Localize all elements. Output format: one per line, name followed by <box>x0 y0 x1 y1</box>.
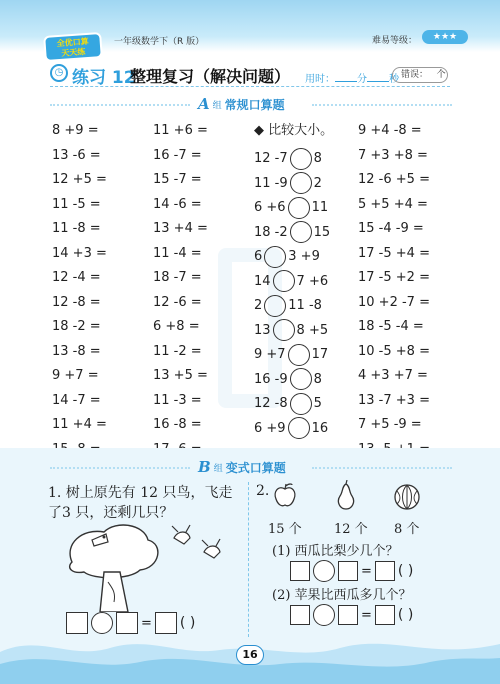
tree-birds-illustration <box>64 522 244 612</box>
grade-label: 一年级数学下（R 版） <box>114 37 205 47</box>
section-a-rule-right <box>312 104 452 106</box>
compare-item: 9 +7 17 <box>254 343 354 368</box>
errors-label: 错误： <box>401 70 429 80</box>
compare-item: 18 -2 15 <box>254 220 354 245</box>
watermelon-icon <box>393 482 421 510</box>
problem: 14 +3 = <box>52 245 107 261</box>
word-problem-1 <box>48 483 244 523</box>
answer-box[interactable] <box>338 605 358 625</box>
answer-circle[interactable] <box>290 368 312 390</box>
error-count-field[interactable] <box>392 67 448 83</box>
unit-blank[interactable]: ( ) <box>397 607 414 623</box>
answer-circle[interactable] <box>273 270 295 292</box>
problem: 18 -7 = <box>153 270 202 285</box>
problem: 16 -8 = <box>153 417 202 432</box>
problem-divider <box>248 482 249 637</box>
problem: 6 +8 = <box>153 319 200 334</box>
page-number: 16 <box>236 645 264 665</box>
problem: 11 +6 = <box>153 123 208 138</box>
column-4 <box>358 122 468 490</box>
answer-box[interactable] <box>375 561 395 581</box>
problem: 5 +5 +4 = <box>358 196 428 212</box>
problem: 12 -4 = <box>52 270 101 285</box>
clock-icon: ◷ <box>50 64 68 82</box>
problem: 13 +4 = <box>153 221 208 236</box>
answer-circle[interactable] <box>273 319 295 341</box>
compare-instruction: ◆ 比较大小。 <box>254 123 334 138</box>
answer-circle[interactable] <box>288 344 310 366</box>
answer-circle[interactable] <box>290 172 312 194</box>
operator-circle[interactable] <box>313 604 335 626</box>
problem: 11 -3 = <box>153 392 202 408</box>
compare-item: 6 +9 16 <box>254 416 354 441</box>
problem: 13 -8 = <box>52 343 101 359</box>
subquestion-1: (1) 西瓜比梨少几个？ <box>272 544 399 559</box>
problem: 17 -5 +4 = <box>358 245 430 261</box>
compare-item: 12 -7 8 <box>254 147 354 172</box>
compare-item: 2 11 -8 <box>254 294 354 319</box>
section-b-title: 变式口算题 <box>225 460 286 475</box>
time-field <box>305 70 399 85</box>
problem: 14 -6 = <box>153 196 202 212</box>
compare-item: 6 +6 11 <box>254 196 354 221</box>
problem: 11 -5 = <box>52 196 101 212</box>
problem: 11 +4 = <box>52 417 107 432</box>
seconds-blank[interactable] <box>367 81 389 82</box>
problem-2-number: 2. <box>256 483 270 499</box>
answer-box[interactable] <box>375 605 395 625</box>
problem: 16 -7 = <box>153 147 202 163</box>
problem: 15 -7 = <box>153 172 202 187</box>
answer-circle[interactable] <box>264 246 286 268</box>
problem: 17 -5 +2 = <box>358 270 430 285</box>
problem: 14 -7 = <box>52 392 101 408</box>
problem: 12 +5 = <box>52 172 107 187</box>
problem: 11 -4 = <box>153 245 202 261</box>
section-a-badge: A <box>198 95 210 113</box>
answer-box[interactable] <box>290 605 310 625</box>
problem-1-answer-equation: = ( ) <box>66 612 224 634</box>
operator-circle[interactable] <box>313 560 335 582</box>
problem-1-text: 树上原先有 12 只鸟，飞走了3 只，还剩几只？ <box>48 485 233 521</box>
section-a-title: 常规口算题 <box>224 97 285 112</box>
seconds-unit: 秒 <box>389 74 399 85</box>
compare-item: 12 -8 5 <box>254 392 354 417</box>
compare-item: 14 7 +6 <box>254 269 354 294</box>
answer-box[interactable] <box>290 561 310 581</box>
answer-circle[interactable] <box>290 148 312 170</box>
pear-count: 12 个 <box>334 522 368 537</box>
compare-item: 6 3 +9 <box>254 245 354 270</box>
problem: 11 -2 = <box>153 343 202 359</box>
problem: 8 +9 = <box>52 123 99 138</box>
problem: 13 -6 = <box>52 147 101 163</box>
compare-item: 16 -9 8 <box>254 367 354 392</box>
problem: 13 -7 +3 = <box>358 392 430 408</box>
section-b-rule-right <box>312 467 452 469</box>
answer-circle[interactable] <box>290 221 312 243</box>
problem: 12 -8 = <box>52 294 101 310</box>
pear-icon <box>334 480 358 510</box>
subquestion-2: (2) 苹果比西瓜多几个？ <box>272 588 412 603</box>
problem: 18 -2 = <box>52 319 101 334</box>
problem: 10 -5 +8 = <box>358 343 430 359</box>
section-b-rule-left <box>50 467 190 469</box>
answer-circle[interactable] <box>288 417 310 439</box>
section-a-rule-left <box>50 104 190 106</box>
problem: 18 -5 -4 = <box>358 319 424 334</box>
logo-line-2: 天天练 <box>61 47 86 58</box>
problem: 9 +4 -8 = <box>358 123 422 138</box>
section-b-heading <box>198 456 286 478</box>
difficulty-stars: ★★★ <box>422 30 468 44</box>
answer-circle[interactable] <box>264 295 286 317</box>
minutes-blank[interactable] <box>335 81 357 82</box>
problem: 12 -6 = <box>153 294 202 310</box>
section-b-badge: B <box>198 458 211 476</box>
watermelon-count: 8 个 <box>394 522 420 537</box>
compare-item: 11 -9 2 <box>254 171 354 196</box>
problem-1-number: 1. <box>48 485 62 501</box>
apple-count: 15 个 <box>268 522 302 537</box>
unit-blank[interactable]: ( ) <box>397 563 414 579</box>
exercise-title: 整理复习（解决问题） <box>130 67 291 86</box>
problem: 15 -4 -9 = <box>358 221 424 236</box>
problem: 9 +7 = <box>52 368 99 383</box>
answer-box[interactable] <box>338 561 358 581</box>
section-b-badge-sub: 组 <box>213 463 223 474</box>
problem: 10 +2 -7 = <box>358 294 430 310</box>
unit-blank[interactable]: ( ) <box>179 615 196 631</box>
series-logo <box>43 32 103 62</box>
time-label: 用时： <box>305 74 335 85</box>
apple-icon <box>272 482 298 508</box>
section-a-heading <box>198 93 285 115</box>
problem: 13 +5 = <box>153 368 208 383</box>
header-divider <box>50 86 450 87</box>
problem: 11 -8 = <box>52 221 101 236</box>
answer-circle[interactable] <box>290 393 312 415</box>
subquestion-1-equation: = ( ) <box>290 560 442 582</box>
compare-column <box>254 122 354 441</box>
minutes-unit: 分 <box>357 74 367 85</box>
errors-unit: 个 <box>436 70 446 80</box>
exercise-number: 练习 12 <box>72 68 136 88</box>
difficulty-label: 难易等级： <box>372 36 418 46</box>
column-1 <box>52 122 162 490</box>
subquestion-2-equation: = ( ) <box>290 604 442 626</box>
answer-circle[interactable] <box>288 197 310 219</box>
problem: 7 +5 -9 = <box>358 417 422 432</box>
section-a-badge-sub: 组 <box>212 100 222 111</box>
problem: 12 -6 +5 = <box>358 172 430 187</box>
compare-item: 13 8 +5 <box>254 318 354 343</box>
logo-line-1: 全优口算 <box>56 36 89 49</box>
problem: 7 +3 +8 = <box>358 147 428 163</box>
problem: 4 +3 +7 = <box>358 368 428 383</box>
column-2 <box>153 122 263 490</box>
